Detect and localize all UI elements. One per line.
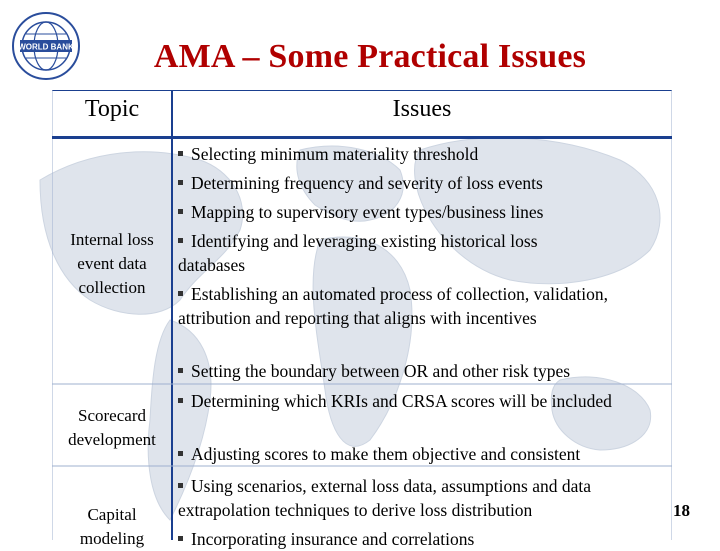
topic-capital [52, 503, 172, 551]
issue-item: Mapping to supervisory event types/business lines [178, 200, 658, 224]
bullet-icon [178, 180, 183, 185]
issue-item: Using scenarios, external loss data, assumptions and data extrapolation techniques to derive loss distribution [178, 476, 591, 520]
topic-internal-loss [52, 228, 172, 300]
bullet-icon [178, 151, 183, 156]
header-rule [52, 136, 672, 139]
issue-item: Establishing an automated process of collection, validation, attribution and reporting that aligns with incentives [178, 284, 608, 328]
topic-line: Capital [87, 505, 137, 524]
topic-line: event data [77, 254, 147, 273]
bullet-icon [178, 483, 183, 488]
page-number: 18 [673, 501, 690, 520]
issue-item: Setting the boundary between OR and other risk types [178, 359, 658, 383]
bullet-icon [178, 368, 183, 373]
issue-item: Incorporating insurance and correlations [178, 527, 658, 551]
topic-line: Internal loss [70, 230, 154, 249]
issue-item: Adjusting scores to make them objective and consistent [178, 442, 658, 466]
topic-line: Scorecard [78, 406, 146, 425]
bullet-icon [178, 536, 183, 541]
topic-line: modeling [79, 529, 145, 548]
bullet-icon [178, 209, 183, 214]
header-topic: Topic [84, 96, 140, 122]
header-issues: Issues [392, 96, 452, 122]
bullet-icon [178, 398, 183, 403]
issue-item: Determining frequency and severity of loss events [178, 171, 658, 195]
issue-item: Selecting minimum materiality threshold [178, 142, 658, 166]
bullet-icon [178, 291, 183, 296]
topic-scorecard [52, 404, 172, 452]
topic-line: collection [78, 278, 146, 297]
bullet-icon [178, 451, 183, 456]
issue-item: Determining which KRIs and CRSA scores will be included [178, 389, 628, 413]
topic-line: development [68, 430, 156, 449]
logo-text: WORLD BANK [18, 42, 74, 52]
issue-item: Identifying and leveraging existing historical loss databases [178, 231, 538, 275]
bullet-icon [178, 238, 183, 243]
slide-title: AMA – Some Practical Issues [153, 38, 587, 75]
